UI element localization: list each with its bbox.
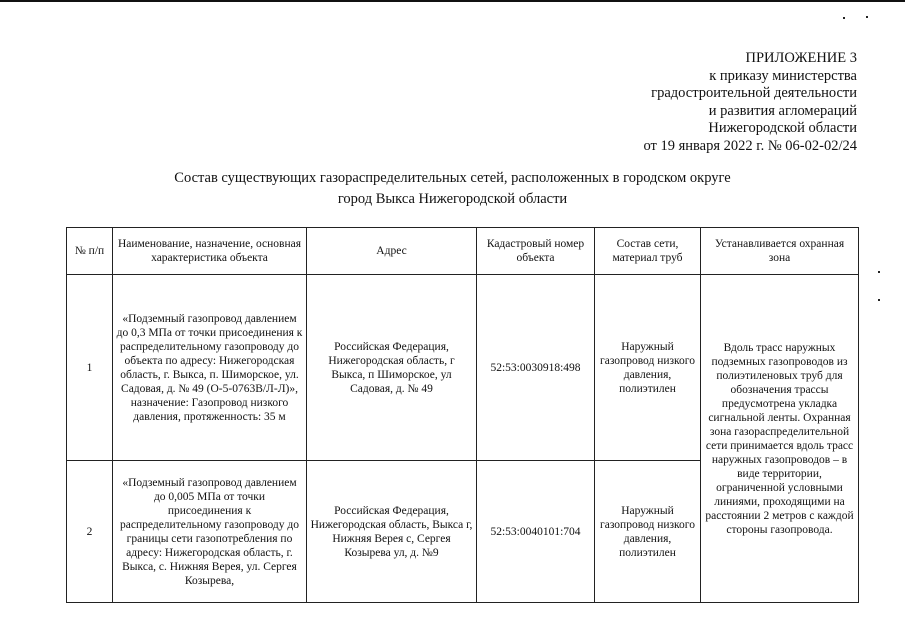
- scan-speck: [878, 299, 880, 301]
- table-header-row: [67, 228, 859, 275]
- document-title: [0, 168, 905, 210]
- header-cadastral: Кадастровый номер объекта: [477, 228, 595, 275]
- scan-speck: [866, 16, 868, 18]
- scan-speck: [878, 271, 880, 273]
- header-num: № п/п: [67, 228, 113, 275]
- header-address: Адрес: [307, 228, 477, 275]
- header-zone: Устанавливается охранная зона: [701, 228, 859, 275]
- table-row: [67, 275, 859, 461]
- row-num: 2: [67, 461, 113, 603]
- zone-cell: Вдоль трасс наружных подземных газопроводов из полиэтиленовых труб для обозначения трассы предусмотрена укладка сигнальной ленты. Охранная зона газораспределительной сети принимается вдоль трасс наружных газопроводов – в виде территории, ограниченной условными линиями, проходящими на расстоянии 2 метров с каждой стороны газопровода.: [701, 275, 859, 603]
- row-name: «Подземный газопровод давлением до 0,3 МПа от точки присоединения к распределительному газопроводу до объекта по адресу: Нижегородская область, г. Выкса, п. Шиморское, ул. Садовая, д. № 49 (О-5-0763В/Л-Л)», назначение: Газопровод низкого давления, протяженность: 35 м: [113, 275, 307, 461]
- row-num: 1: [67, 275, 113, 461]
- row-name: «Подземный газопровод давлением до 0,005 МПа от точки присоединения к распределительному газопроводу до границы сети газопотребления по адресу: Нижегородская область, г. Выкса, с. Нижняя Верея, ул. Сергея Козырева,: [113, 461, 307, 603]
- appendix-line: и развития агломераций: [708, 102, 857, 119]
- appendix-header: [643, 50, 857, 155]
- appendix-line: градостроительной деятельности: [651, 85, 857, 101]
- appendix-line: ПРИЛОЖЕНИЕ 3: [745, 50, 857, 66]
- row-cadastral: 52:53:0040101:704: [477, 461, 595, 603]
- row-composition: Наружный газопровод низкого давления, полиэтилен: [595, 461, 701, 603]
- title-line-2: город Выкса Нижегородской области: [337, 191, 568, 207]
- title-line-1: Состав существующих газораспределительных сетей, расположенных в городском округе: [174, 170, 731, 186]
- scan-top-border: [0, 0, 905, 2]
- row-composition: Наружный газопровод низкого давления, полиэтилен: [595, 275, 701, 461]
- appendix-line: к приказу министерства: [709, 67, 857, 84]
- gas-network-table: [66, 227, 859, 603]
- header-composition: Состав сети, материал труб: [595, 228, 701, 275]
- appendix-line: от 19 января 2022 г. № 06-02-02/24: [643, 137, 857, 154]
- header-name: Наименование, назначение, основная характеристика объекта: [113, 228, 307, 275]
- row-cadastral: 52:53:0030918:498: [477, 275, 595, 461]
- appendix-line: Нижегородской области: [708, 120, 857, 136]
- scan-speck: [843, 17, 845, 19]
- row-address: Российская Федерация, Нижегородская область, г Выкса, п Шиморское, ул Садовая, д. № 49: [307, 275, 477, 461]
- row-address: Российская Федерация, Нижегородская область, Выкса г, Нижняя Верея с, Сергея Козырева ул, д. №9: [307, 461, 477, 603]
